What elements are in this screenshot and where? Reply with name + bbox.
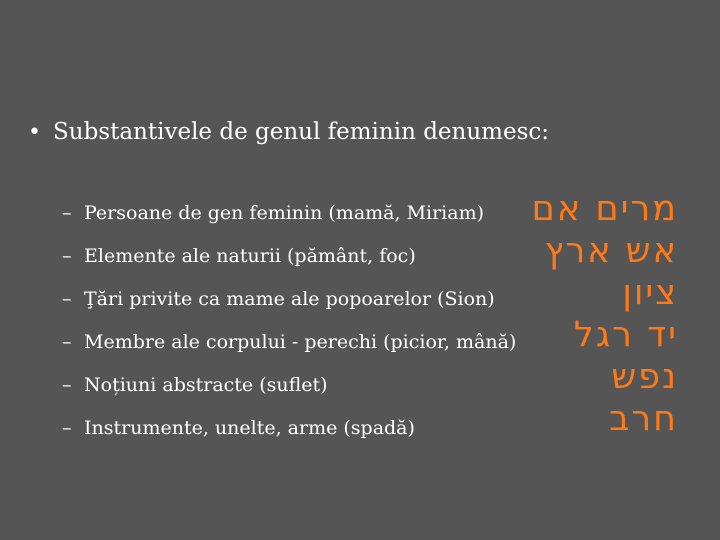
sub-bullet-item <box>62 321 516 364</box>
hebrew-word: חרב <box>609 399 678 439</box>
hebrew-word: נפש <box>611 357 678 397</box>
sub-bullet-text: Noțiuni abstracte (suflet) <box>84 374 328 396</box>
sub-bullet-text: Elemente ale naturii (pământ, foc) <box>84 245 416 267</box>
sub-bullet-list <box>62 192 516 450</box>
sub-bullet-text: Ţări privite ca mame ale popoarelor (Sion) <box>84 288 495 310</box>
hebrew-word: ציון <box>622 273 678 313</box>
sub-bullet-item <box>62 278 516 321</box>
dash-symbol: – <box>62 245 72 267</box>
dash-symbol: – <box>62 374 72 396</box>
sub-bullet-text: Instrumente, unelte, arme (spadă) <box>84 417 415 439</box>
sub-bullet-item <box>62 407 516 450</box>
sub-bullet-text: Membre ale corpului - perechi (picior, mână) <box>84 331 517 353</box>
main-bullet <box>28 113 549 152</box>
sub-bullet-item <box>62 192 516 235</box>
dash-symbol: – <box>62 331 72 353</box>
hebrew-word: אש ארץ <box>544 231 678 271</box>
dash-symbol: – <box>62 417 72 439</box>
sub-bullet-item <box>62 235 516 278</box>
dash-symbol: – <box>62 202 72 224</box>
hebrew-word: יד רגל <box>573 315 678 355</box>
sub-bullet-item <box>62 364 516 407</box>
hebrew-word-list <box>532 188 678 440</box>
sub-bullet-text: Persoane de gen feminin (mamă, Miriam) <box>84 202 485 224</box>
main-bullet-text: Substantivele de genul feminin denumesc: <box>53 119 550 145</box>
dash-symbol: – <box>62 288 72 310</box>
bullet-symbol: • <box>28 120 41 145</box>
hebrew-word: מרים אם <box>531 189 678 229</box>
